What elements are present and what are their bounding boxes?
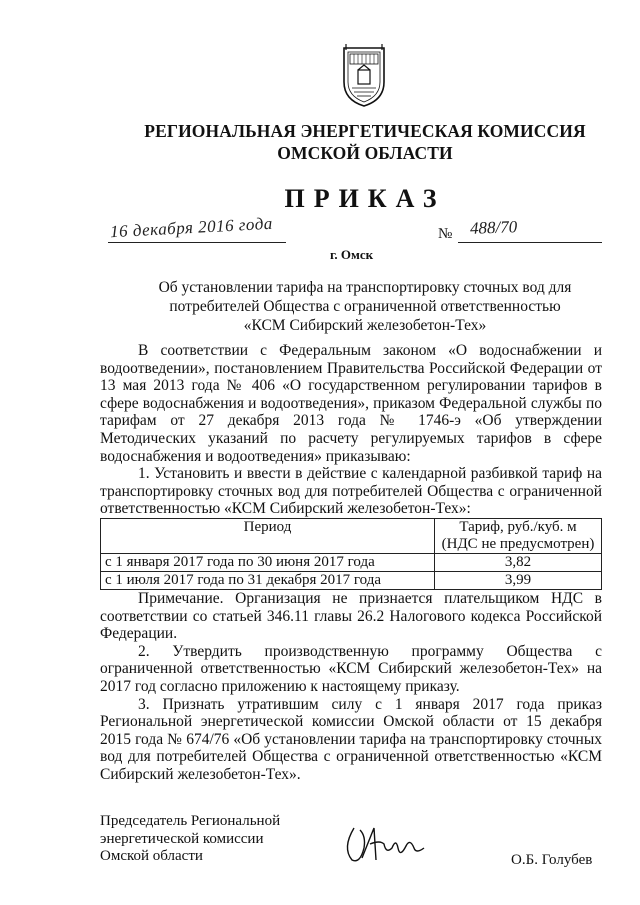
header-period: Период — [101, 518, 435, 553]
table-row — [101, 553, 602, 571]
position-line-3: Омской области — [100, 848, 203, 864]
org-line-1: РЕГИОНАЛЬНАЯ ЭНЕРГЕТИЧЕСКАЯ КОМИССИЯ — [144, 121, 586, 141]
signatory-name: О.Б. Голубев — [511, 852, 593, 868]
table-header-row — [101, 518, 602, 553]
row-rate: 3,82 — [435, 553, 602, 571]
handwritten-number: 488/70 — [469, 217, 518, 238]
tariff-table — [100, 518, 602, 590]
position-line-2: энергетической комиссии — [100, 830, 264, 847]
city-label: г. Омск — [330, 247, 374, 262]
omsk-coat-of-arms-emblem — [340, 42, 388, 108]
note-paragraph: Примечание. Организация не признается плательщиком НДС в соответствии со статьей 346.11 главы 26.2 Налогового кодекса Российской Федерации. — [100, 589, 602, 643]
number-label: № — [438, 226, 453, 242]
handwritten-signature — [340, 818, 430, 866]
document-title: ПРИКАЗ — [284, 184, 446, 213]
order-subject — [100, 278, 630, 335]
table-row — [101, 571, 602, 589]
row-period: с 1 июля 2017 года по 31 декабря 2017 года — [101, 571, 435, 589]
org-line-2: ОМСКОЙ ОБЛАСТИ — [277, 143, 453, 163]
subject-line-1: Об установлении тарифа на транспортировку сточных вод для — [158, 279, 572, 296]
signatory-position — [100, 813, 280, 866]
preamble-paragraph: В соответствии с Федеральным законом «О водоснабжении и водоотведении», постановлением Правительства Российской Федерации от 13 мая 2013 года № 406 «О государственном регулировании тарифов в сфере водоснабжения и водоотведения», приказом Федеральной службы по тарифам от 27 декабря 2013 года № 1746-э «Об утверждении Методических указаний по расчету регулируемых тарифов в сфере водоснабжения и водоотведения» приказываю: — [100, 342, 602, 465]
header-rate-line-2: (НДС не предусмотрен) — [441, 535, 595, 552]
item-3-paragraph: 3. Признать утратившим силу с 1 января 2017 года приказ Региональной энергетической комиссии Омской области от 15 декабря 2015 года № 674/76 «Об установлении тарифа на транспортировку сточных вод для потребителей Общества с ограниченной ответственностью «КСМ Сибирский железобетон-Тех». — [100, 695, 602, 783]
row-rate: 3,99 — [435, 571, 602, 589]
header-rate-line-1: Тариф, руб./куб. м — [459, 518, 577, 535]
order-body — [100, 342, 602, 783]
subject-line-2: потребителей Общества с ограниченной ответственностью — [169, 298, 561, 315]
handwritten-date: 16 декабря 2016 года — [109, 213, 274, 242]
row-period: с 1 января 2017 года по 30 июня 2017 года — [101, 553, 435, 571]
position-line-1: Председатель Региональной — [100, 813, 281, 829]
subject-line-3: «КСМ Сибирский железобетон-Тех» — [243, 317, 487, 334]
item-2-paragraph: 2. Утвердить производственную программу Общества с ограниченной ответственностью «КСМ Сибирский железобетон-Тех» на 2017 год согласно приложению к настоящему приказу. — [100, 642, 602, 695]
item-1-paragraph: 1. Установить и ввести в действие с календарной разбивкой тариф на транспортировку сточных вод для потребителей Общества с ограниченной ответственностью «КСМ Сибирский железобетон-Тех»: — [100, 465, 602, 518]
organization-name — [100, 120, 630, 164]
header-rate — [435, 518, 602, 553]
